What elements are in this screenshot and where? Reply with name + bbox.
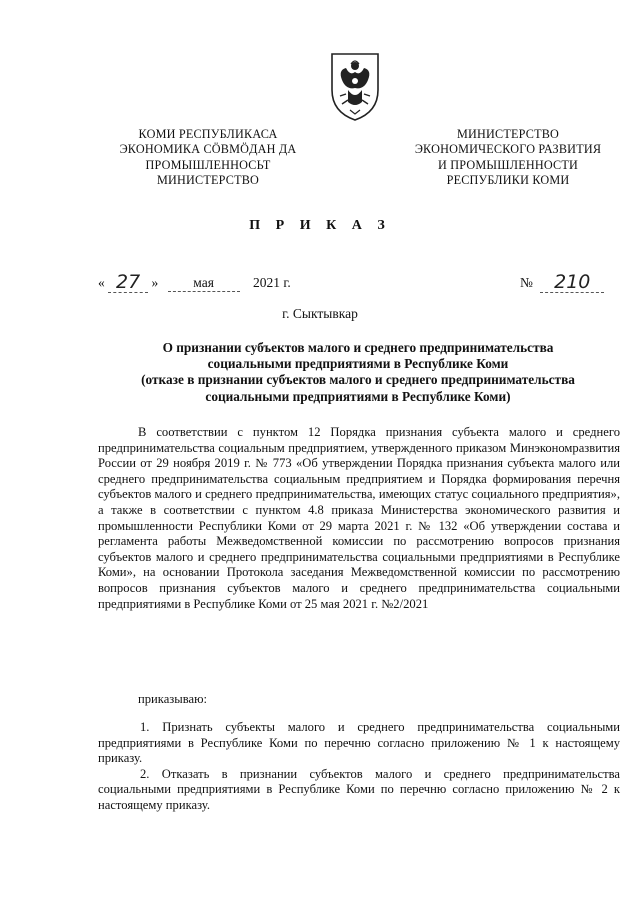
title-line: социальными предприятиями в Республике Коми) <box>205 388 511 404</box>
document-type-title: П Р И К А З <box>249 218 391 233</box>
number-field <box>540 270 604 293</box>
body-paragraph: В соответствии с пунктом 12 Порядка признания субъекта малого и среднего предпринимательства социальным предприятием, утвержденного приказом Минэкономразвития России от 29 ноября 2019 г. № 773 «Об утверждении Порядка признания субъекта малого или среднего предпринимательства социальным предприятием и Порядка формирования перечня субъектов малого и среднего предпринимательства, имеющих статус социального предприятия», а также в соответствии с пунктом 4.8 приказа Министерства экономического развития и промышленности Республики Коми от 29 марта 2021 г. № 132 «Об утверждении состава и регламента работы Межведомственной комиссии по рассмотрению вопросов признания субъектов малого и среднего предпринимательства социальными предприятиями в Республике Коми», на основании Протокола заседания Межведомственной комиссии по рассмотрению вопросов признания субъектов малого и среднего предпринимательства социальными предприятиями в Республике Коми от 25 мая 2021 г. №2/2021 <box>98 425 620 611</box>
title-line: социальными предприятиями в Республике Коми <box>207 356 509 372</box>
header-right <box>392 127 624 189</box>
order-items <box>98 720 620 814</box>
body-text <box>98 425 620 612</box>
header-right-line: ЭКОНОМИЧЕСКОГО РАЗВИТИЯ <box>414 142 602 157</box>
number-label: № <box>520 275 533 290</box>
header-left-line: МИНИСТЕРСТВО <box>156 173 260 188</box>
header-right-line: РЕСПУБЛИКИ КОМИ <box>446 173 570 188</box>
title-line: (отказе в признании субъектов малого и среднего предпринимательства <box>141 372 575 388</box>
number-value: 210 <box>554 271 591 293</box>
coat-of-arms-icon <box>328 50 382 122</box>
date-close-quote: » <box>151 275 159 290</box>
date-day: 27 <box>116 271 141 293</box>
header-left-line: КОМИ РЕСПУБЛИКАСА <box>138 127 278 141</box>
date-open-quote: « <box>98 275 105 290</box>
order-item: 1. Признать субъекты малого и среднего предпринимательства социальными предприятиями в Республике Коми по перечню согласно приложению № 1 к настоящему приказу. <box>98 720 620 766</box>
date-year: 2021 г. <box>253 275 291 290</box>
header-left-line: ЭКОНОМИКА СӦВМӦДАН ДА <box>119 142 297 157</box>
document-number <box>520 270 604 293</box>
document-title <box>98 340 618 405</box>
order-item: 2. Отказать в признании субъектов малого и среднего предпринимательства социальными предприятиями в Республике Коми по перечню согласно приложению № 2 к настоящему приказу. <box>98 766 620 812</box>
header-left-line: ПРОМЫШЛЕННОСЬТ <box>145 157 271 172</box>
city: г. Сыктывкар <box>282 306 358 321</box>
date-month-field <box>168 275 240 292</box>
date-day-field <box>108 270 148 293</box>
title-line: О признании субъектов малого и среднего предпринимательства <box>162 340 554 355</box>
order-verb: приказываю: <box>138 692 208 706</box>
header-right-line: И ПРОМЫШЛЕННОСТИ <box>438 157 578 172</box>
document-date <box>98 270 291 293</box>
header-right-line: МИНИСТЕРСТВО <box>456 127 560 141</box>
header-left <box>98 127 318 189</box>
date-month: мая <box>193 275 214 290</box>
